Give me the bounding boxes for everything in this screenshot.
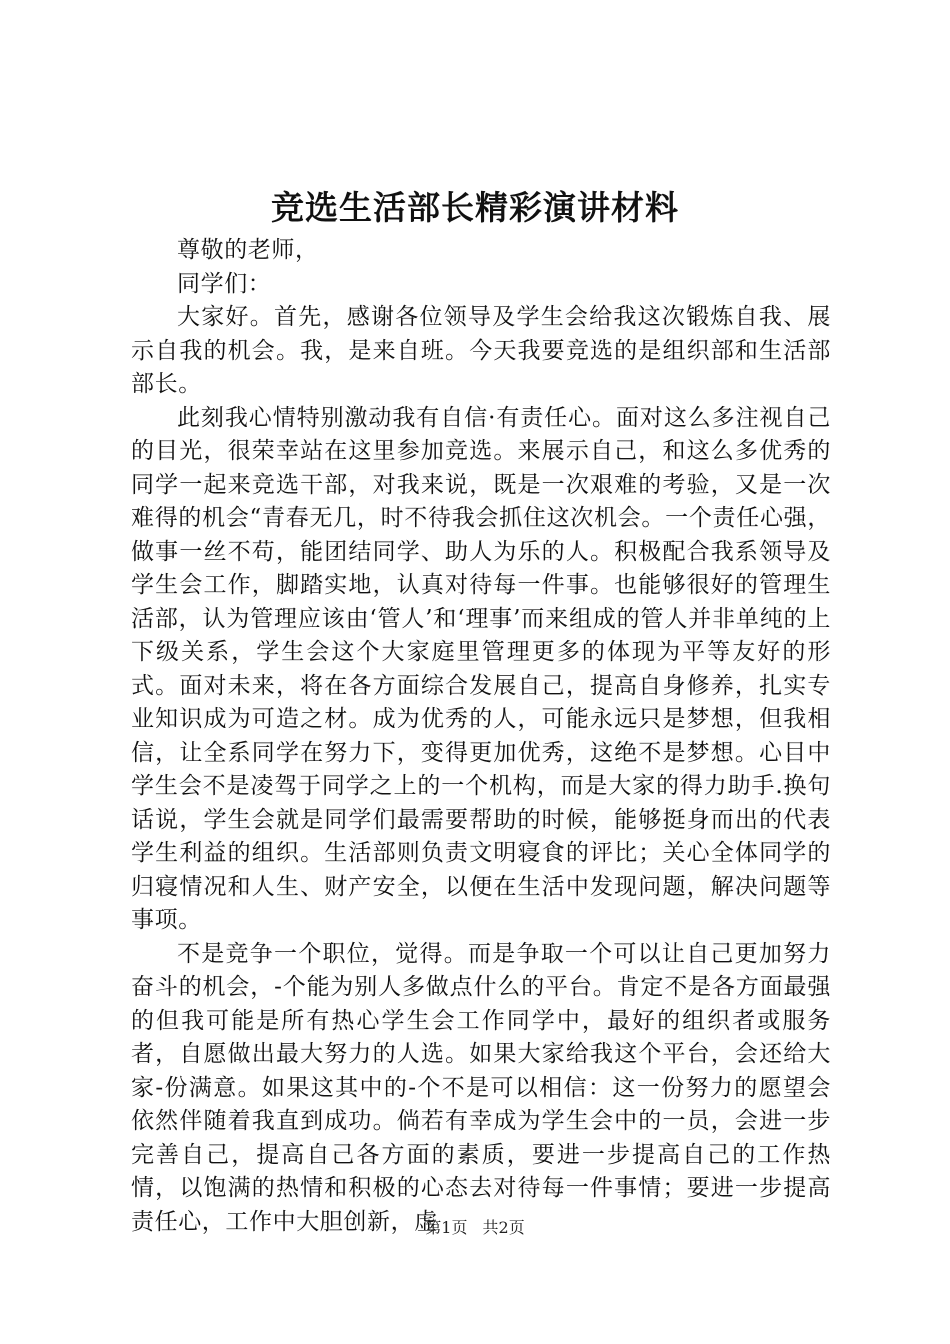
page-total: 共2页 <box>482 1218 525 1237</box>
page-footer <box>0 1216 950 1240</box>
document-body <box>131 234 831 1239</box>
document-title: 竞选生活部长精彩演讲材料 <box>271 188 679 227</box>
salutation-students: 同学们： <box>177 270 272 297</box>
paragraph: 不是竞争一个职位，觉得。而是争取一个可以让自己更加努力奋斗的机会，-个能为别人多做点什么的平台。肯定不是各方面最强的但我可能是所有热心学生会工作同学中，最好的组织者或服务者，自愿做出最大努力的人选。如果大家给我这个平台，会还给大家-份满意。如果这其中的-个不是可以相信：这一份努力的愿望会依然伴随着我直到成功。倘若有幸成为学生会中的一员，会进一步完善自己，提高自己各方面的素质，要进一步提高自己的工作热情，以饱满的热情和积极的心态去对待每一件事情；要进一步提高责任心，工作中大胆创新，虚 <box>131 940 831 1235</box>
page-number: 第1页 <box>425 1218 468 1237</box>
paragraph: 此刻我心情特别激动我有自信·有责任心。面对这么多注视自己的目光，很荣幸站在这里参加竞选。来展示自己，和这么多优秀的同学一起来竞选干部，对我来说，既是一次艰难的考验，又是一次难得的机会“青春无几，时不待我会抓住这次机会。一个责任心强，做事一丝不苟，能团结同学、助人为乐的人。积极配合我系领导及学生会工作，脚踏实地，认真对待每一件事。也能够很好的管理生活部，认为管理应该由‘管人’和‘理事’而来组成的管人并非单纯的上下级关系，学生会这个大家庭里管理更多的体现为平等友好的形式。面对未来，将在各方面综合发展自己，提高自身修养，扎实专业知识成为可造之材。成为优秀的人，可能永远只是梦想，但我相信，让全系同学在努力下，变得更加优秀，这绝不是梦想。心目中学生会不是凌驾于同学之上的一个机构，而是大家的得力助手.换句话说，学生会就是同学们最需要帮助的时候，能够挺身而出的代表学生利益的组织。生活部则负责文明寝食的评比；关心全体同学的归寝情况和人生、财产安全，以便在生活中发现问题，解决问题等事项。 <box>131 404 831 933</box>
paragraph: 大家好。首先，感谢各位领导及学生会给我这次锻炼自我、展示自我的机会。我，是来自班。今天我要竞选的是组织部和生活部部长。 <box>131 304 831 397</box>
salutation-teachers: 尊敬的老师， <box>177 237 319 263</box>
